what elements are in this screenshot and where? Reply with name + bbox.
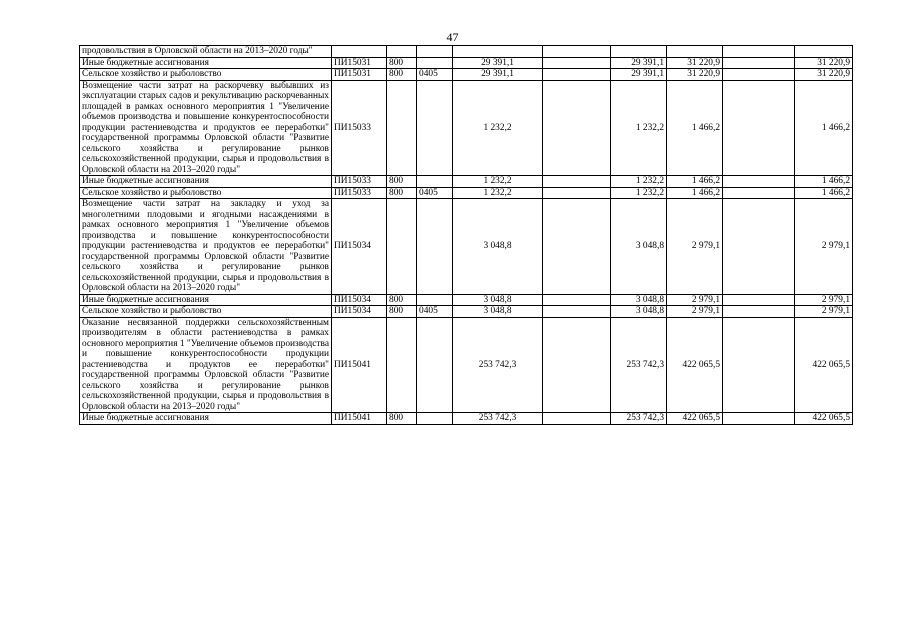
amount-col-5: [723, 57, 795, 69]
table-row: [80, 187, 853, 199]
table-row: [80, 46, 853, 58]
amount-col-6: 422 065,5: [795, 413, 853, 425]
amount-col-4: [667, 46, 723, 58]
expense-type: [387, 46, 417, 58]
expense-type: [387, 80, 417, 176]
amount-col-3: 253 742,3: [611, 413, 667, 425]
expense-type: 800: [387, 69, 417, 81]
amount-col-3: 3 048,8: [611, 294, 667, 306]
amount-col-6: 31 220,9: [795, 57, 853, 69]
target-code: ПИ15033: [332, 80, 387, 176]
amount-col-5: [723, 413, 795, 425]
amount-col-2: [543, 80, 611, 176]
amount-col-2: [543, 176, 611, 188]
target-code: ПИ15033: [332, 187, 387, 199]
table-row: [80, 57, 853, 69]
row-description: Иные бюджетные ассигнования: [80, 413, 332, 425]
target-code: ПИ15031: [332, 69, 387, 81]
amount-col-6: 1 466,2: [795, 80, 853, 176]
amount-col-1: 1 232,2: [453, 187, 543, 199]
amount-col-2: [543, 46, 611, 58]
row-description: Оказание несвязанной поддержки сельскохозяйственным производителям в области растениеводства в рамках основного мероприятия 1 "Увеличение объемов производства и повышение конкурентоспособности продукции растениеводства и продуктов ее переработки" государственной программы Орловской области "Развитие сельского хозяйства и регулирование рынков сельскохозяйственной продукции, сырья и продовольствия в Орловской области на 2013–2020 годы": [80, 317, 332, 413]
amount-col-1: 29 391,1: [453, 69, 543, 81]
amount-col-5: [723, 317, 795, 413]
amount-col-3: 1 232,2: [611, 187, 667, 199]
row-description: Возмещение части затрат на закладку и уход за многолетними плодовыми и ягодными насаждениями в рамках основного мероприятия 1 "Увеличение объемов производства и повышение конкурентоспособности продукции растениеводства и продуктов ее переработки" государственной программы Орловской области "Развитие сельского хозяйства и регулирование рынков сельскохозяйственной продукции, сырья и продовольствия в Орловской области на 2013–2020 годы": [80, 199, 332, 295]
amount-col-5: [723, 46, 795, 58]
section-code: [417, 199, 453, 295]
amount-col-3: 29 391,1: [611, 69, 667, 81]
target-code: [332, 46, 387, 58]
section-code: [417, 294, 453, 306]
table-row: [80, 294, 853, 306]
amount-col-2: [543, 199, 611, 295]
table-row: [80, 199, 853, 295]
amount-col-5: [723, 187, 795, 199]
amount-col-6: 2 979,1: [795, 306, 853, 318]
expense-type: [387, 199, 417, 295]
amount-col-4: 1 466,2: [667, 80, 723, 176]
expense-type: 800: [387, 306, 417, 318]
amount-col-3: 29 391,1: [611, 57, 667, 69]
table-row: [80, 306, 853, 318]
amount-col-3: [611, 46, 667, 58]
amount-col-1: 1 232,2: [453, 176, 543, 188]
amount-col-6: [795, 46, 853, 58]
amount-col-4: 2 979,1: [667, 199, 723, 295]
amount-col-3: 1 232,2: [611, 176, 667, 188]
row-description: Иные бюджетные ассигнования: [80, 176, 332, 188]
amount-col-5: [723, 294, 795, 306]
amount-col-6: 422 065,5: [795, 317, 853, 413]
section-code: [417, 46, 453, 58]
section-code: [417, 176, 453, 188]
row-description: Иные бюджетные ассигнования: [80, 57, 332, 69]
row-description: Возмещение части затрат на раскорчевку выбывших из эксплуатации старых садов и рекультивацию раскорчеванных площадей в рамках основного мероприятия 1 "Увеличение объемов производства и повышение конкурентоспособности продукции растениеводства и продуктов ее переработки" государственной программы Орловской области "Развитие сельского хозяйства и регулирование рынков сельскохозяйственной продукции, сырья и продовольствия в Орловской области на 2013–2020 годы": [80, 80, 332, 176]
amount-col-4: 2 979,1: [667, 306, 723, 318]
amount-col-2: [543, 187, 611, 199]
budget-table: [79, 45, 853, 425]
table-row: [80, 80, 853, 176]
amount-col-6: 2 979,1: [795, 199, 853, 295]
amount-col-2: [543, 317, 611, 413]
table-row: [80, 413, 853, 425]
amount-col-4: 422 065,5: [667, 317, 723, 413]
target-code: ПИ15041: [332, 317, 387, 413]
amount-col-4: 422 065,5: [667, 413, 723, 425]
row-description: продовольствия в Орловской области на 2013–2020 годы": [80, 46, 332, 58]
table-row: [80, 176, 853, 188]
amount-col-1: 1 232,2: [453, 80, 543, 176]
section-code: 0405: [417, 69, 453, 81]
amount-col-3: 3 048,8: [611, 199, 667, 295]
section-code: [417, 413, 453, 425]
amount-col-1: 29 391,1: [453, 57, 543, 69]
expense-type: [387, 317, 417, 413]
amount-col-2: [543, 69, 611, 81]
amount-col-5: [723, 306, 795, 318]
target-code: ПИ15034: [332, 199, 387, 295]
row-description: Иные бюджетные ассигнования: [80, 294, 332, 306]
expense-type: 800: [387, 176, 417, 188]
amount-col-4: 2 979,1: [667, 294, 723, 306]
amount-col-4: 31 220,9: [667, 69, 723, 81]
section-code: [417, 57, 453, 69]
amount-col-6: 1 466,2: [795, 176, 853, 188]
amount-col-4: 1 466,2: [667, 176, 723, 188]
amount-col-3: 1 232,2: [611, 80, 667, 176]
amount-col-1: 3 048,8: [453, 306, 543, 318]
section-code: [417, 80, 453, 176]
row-description: Сельское хозяйство и рыболовство: [80, 69, 332, 81]
expense-type: 800: [387, 413, 417, 425]
amount-col-4: 1 466,2: [667, 187, 723, 199]
page-number: 47: [446, 30, 459, 44]
target-code: ПИ15031: [332, 57, 387, 69]
amount-col-1: 3 048,8: [453, 294, 543, 306]
expense-type: 800: [387, 187, 417, 199]
amount-col-3: 253 742,3: [611, 317, 667, 413]
expense-type: 800: [387, 294, 417, 306]
amount-col-3: 3 048,8: [611, 306, 667, 318]
row-description: Сельское хозяйство и рыболовство: [80, 187, 332, 199]
amount-col-6: 31 220,9: [795, 69, 853, 81]
target-code: ПИ15034: [332, 306, 387, 318]
target-code: ПИ15034: [332, 294, 387, 306]
section-code: 0405: [417, 306, 453, 318]
amount-col-5: [723, 199, 795, 295]
table-row: [80, 69, 853, 81]
row-description: Сельское хозяйство и рыболовство: [80, 306, 332, 318]
amount-col-1: 253 742,3: [453, 317, 543, 413]
amount-col-6: 1 466,2: [795, 187, 853, 199]
table-row: [80, 317, 853, 413]
amount-col-5: [723, 80, 795, 176]
amount-col-1: 3 048,8: [453, 199, 543, 295]
amount-col-6: 2 979,1: [795, 294, 853, 306]
target-code: ПИ15041: [332, 413, 387, 425]
expense-type: 800: [387, 57, 417, 69]
amount-col-1: [453, 46, 543, 58]
amount-col-2: [543, 57, 611, 69]
target-code: ПИ15033: [332, 176, 387, 188]
section-code: [417, 317, 453, 413]
amount-col-2: [543, 306, 611, 318]
amount-col-4: 31 220,9: [667, 57, 723, 69]
amount-col-5: [723, 176, 795, 188]
section-code: 0405: [417, 187, 453, 199]
amount-col-1: 253 742,3: [453, 413, 543, 425]
amount-col-2: [543, 294, 611, 306]
amount-col-5: [723, 69, 795, 81]
amount-col-2: [543, 413, 611, 425]
